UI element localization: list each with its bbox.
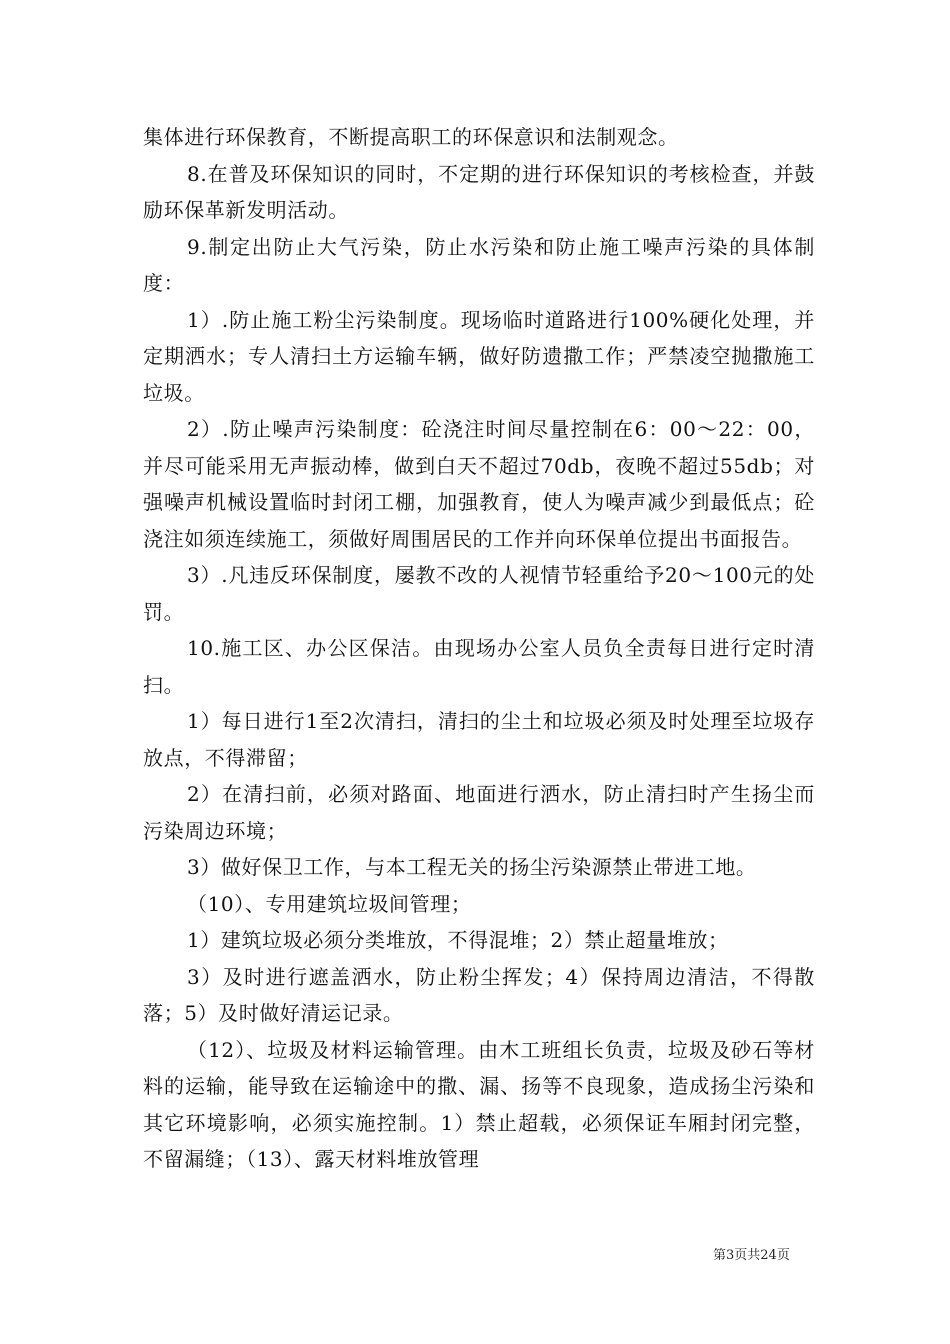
- paragraph-11: （10）、专用建筑垃圾间管理；: [187, 891, 472, 916]
- paragraph-3: 9.制定出防止大气污染，防止水污染和防止施工噪声污染的具体制度：: [143, 234, 815, 295]
- paragraph-1: 集体进行环保教育，不断提高职工的环保意识和法制观念。: [143, 125, 679, 149]
- paragraph-2: 8.在普及环保知识的同时，不定期的进行环保知识的考核检查，并鼓励环保革新发明活动。: [143, 161, 815, 222]
- paragraph-10: 3）做好保卫工作，与本工程无关的扬尘污染源禁止带进工地。: [187, 855, 757, 879]
- paragraph-6: 3）.凡违反环保制度，屡教不改的人视情节轻重给予20～100元的处罚。: [143, 563, 815, 624]
- paragraph-14: （12）、垃圾及材料运输管理。由木工班组长负责，垃圾及砂石等材料的运输，能导致在运输途中的撒、漏、扬等不良现象，造成扬尘污染和其它环境影响，必须实施控制。1）禁止超载，必须保证车厢封闭完整，不留漏缝；（13）、露天材料堆放管理: [143, 1037, 815, 1171]
- document-body: [143, 119, 815, 1178]
- paragraph-9: 2）在清扫前，必须对路面、地面进行洒水，防止清扫时产生扬尘而污染周边环境；: [143, 782, 815, 843]
- paragraph-4: 1）.防止施工粉尘污染制度。现场临时道路进行100%硬化处理，并定期洒水；专人清扫土方运输车辆，做好防遗撒工作；严禁凌空抛撒施工垃圾。: [143, 307, 815, 405]
- paragraph-8: 1）每日进行1至2次清扫，清扫的尘土和垃圾必须及时处理至垃圾存放点，不得滞留；: [143, 709, 815, 770]
- paragraph-5: 2）.防止噪声污染制度：砼浇注时间尽量控制在6：00～22：00，并尽可能采用无声振动棒，做到白天不超过70db，夜晚不超过55db；对强噪声机械设置临时封闭工棚，加强教育，使人为噪声减少到最低点；砼浇注如须连续施工，须做好周围居民的工作并向环保单位提出书面报告。: [143, 417, 815, 551]
- paragraph-13: 3）及时进行遮盖洒水，防止粉尘挥发；4）保持周边清洁，不得散落；5）及时做好清运记录。: [143, 964, 815, 1025]
- paragraph-12: 1）建筑垃圾必须分类堆放，不得混堆；2）禁止超量堆放；: [187, 928, 729, 952]
- paragraph-7: 10.施工区、办公区保洁。由现场办公室人员负全责每日进行定时清扫。: [143, 636, 815, 697]
- page-number: 第3页共24页: [713, 1248, 790, 1263]
